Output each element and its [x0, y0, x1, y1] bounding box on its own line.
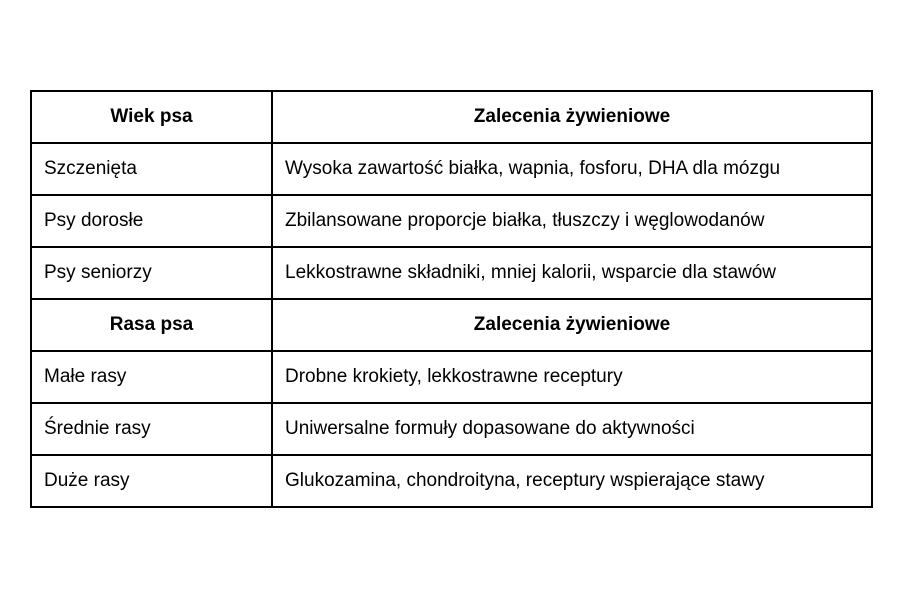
row-label: Szczenięta	[31, 143, 272, 195]
row-label: Średnie rasy	[31, 403, 272, 455]
row-label: Psy seniorzy	[31, 247, 272, 299]
dog-nutrition-table	[30, 90, 873, 508]
column-header-nutrition-recommendations: Zalecenia żywieniowe	[272, 91, 872, 143]
row-value: Wysoka zawartość białka, wapnia, fosforu, DHA dla mózgu	[272, 143, 872, 195]
table-row-small-breeds	[31, 351, 872, 403]
section-breed-header-row	[31, 299, 872, 351]
row-value: Drobne krokiety, lekkostrawne receptury	[272, 351, 872, 403]
row-label: Małe rasy	[31, 351, 272, 403]
column-header-dog-age: Wiek psa	[31, 91, 272, 143]
table-row-medium-breeds	[31, 403, 872, 455]
row-value: Glukozamina, chondroityna, receptury wspierające stawy	[272, 455, 872, 507]
column-header-nutrition-recommendations: Zalecenia żywieniowe	[272, 299, 872, 351]
row-value: Uniwersalne formuły dopasowane do aktywności	[272, 403, 872, 455]
dog-nutrition-table-container	[30, 90, 873, 508]
row-value: Zbilansowane proporcje białka, tłuszczy i węglowodanów	[272, 195, 872, 247]
table-row-large-breeds	[31, 455, 872, 507]
table-row-senior-dogs	[31, 247, 872, 299]
row-label: Psy dorosłe	[31, 195, 272, 247]
section-age-header-row	[31, 91, 872, 143]
table-row-puppies	[31, 143, 872, 195]
row-value: Lekkostrawne składniki, mniej kalorii, wsparcie dla stawów	[272, 247, 872, 299]
table-row-adult-dogs	[31, 195, 872, 247]
row-label: Duże rasy	[31, 455, 272, 507]
column-header-dog-breed: Rasa psa	[31, 299, 272, 351]
